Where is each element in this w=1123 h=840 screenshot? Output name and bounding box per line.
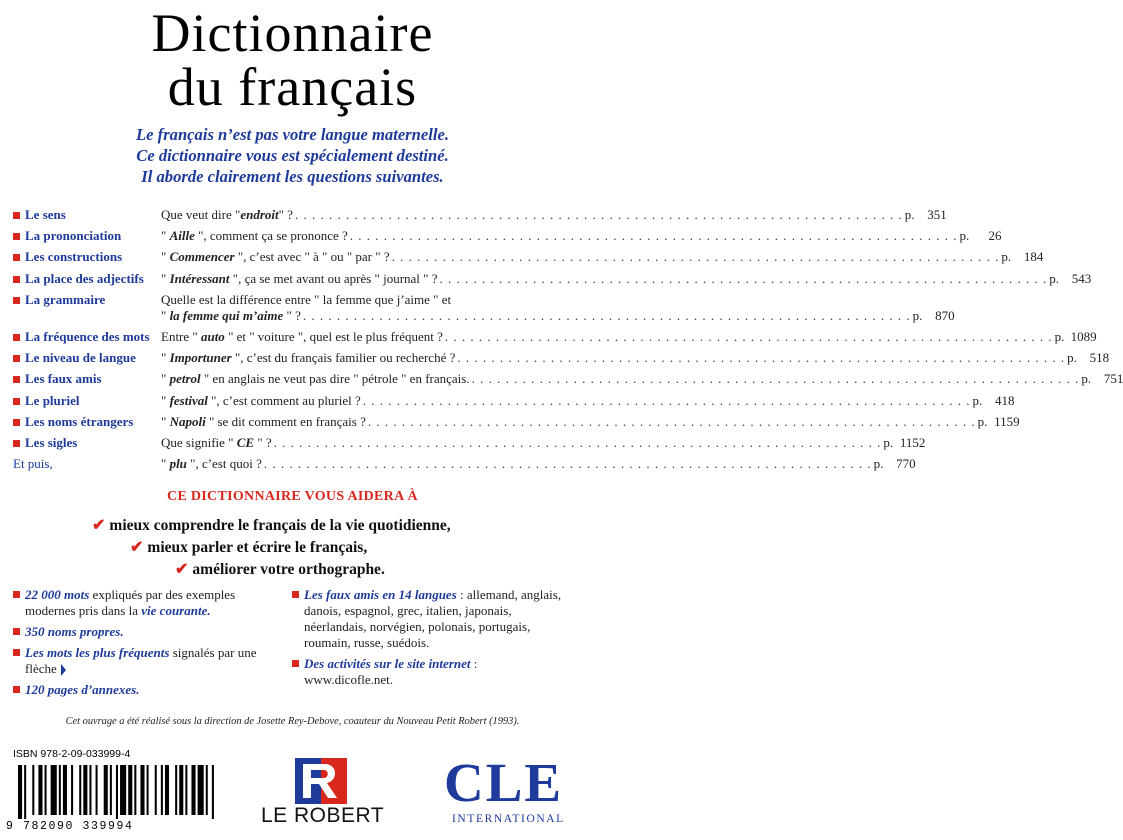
topic-question: " plu ", c’est quoi ? . . . p. 770 [161,456,916,472]
bullet-icon [13,355,20,362]
page-number: p. 870 [912,307,955,323]
topic-row [13,456,916,472]
checkmark-icon: ✔ [130,539,144,556]
intro-text [0,124,585,187]
feature-item: 120 pages d’annexes. [13,682,283,698]
bullet-icon [13,276,20,283]
isbn: ISBN 978-2-09-033999-4 [13,748,131,760]
topic-question: Quelle est la différence entre " la femme que j’aime " et " la femme qui m’aime " ? . . . p. 870 [161,292,955,324]
barcode-number: 9 782090 339994 [6,820,134,833]
publisher-cle: CLE [444,752,564,813]
topic-question: Que veut dire "endroit" ? . . . p. 351 [161,207,947,223]
publisher-cle-sub: INTERNATIONAL [452,813,565,825]
feature-item: 350 noms propres. [13,624,283,640]
bullet-icon [13,440,20,447]
page-number: p. 184 [1001,249,1044,265]
page-number: p. 1152 [883,434,926,450]
topic-label: La grammaire [13,292,161,324]
page-number: p. 1089 [1054,328,1097,344]
checkmark-icon: ✔ [92,517,106,534]
topic-row [13,270,1092,287]
topic-label: Les constructions [13,249,161,265]
page-number: p. 543 [1049,270,1092,286]
topic-row [13,392,1015,409]
topic-label: Les faux amis [13,371,161,387]
topic-label: La prononciation [13,228,161,244]
page-number: p. 26 [959,228,1002,244]
book-title-line2: du français [167,57,418,117]
topic-question: Entre " auto " et " voiture ", quel est le plus fréquent ? . . . p. 1089 [161,329,1097,345]
publisher-le-robert: LE ROBERT [261,804,385,827]
benefit-item: ✔ mieux parler et écrire le français, [130,539,368,556]
benefit-item: ✔ mieux comprendre le français de la vie quotidienne, [92,517,451,534]
page-number: p. 518 [1067,350,1110,366]
bullet-icon [13,212,20,219]
bullet-icon [13,628,20,635]
topic-row [13,371,1123,387]
intro-line: Il aborde clairement les questions suivantes. [141,167,444,186]
bullet-icon [13,334,20,341]
topic-label: Le niveau de langue [13,350,161,366]
topic-question: " Napoli " se dit comment en français ? . . . p. 1159 [161,414,1020,430]
topic-row [13,228,1002,244]
feature-item: Les mots les plus fréquents signalés par une flèche [13,645,283,677]
topic-label: La fréquence des mots [13,329,161,345]
intro-line: Ce dictionnaire vous est spécialement destiné. [136,146,449,165]
topic-row [13,434,926,451]
barcode [18,765,218,819]
topic-label: Les sigles [13,435,161,451]
bullet-icon [13,591,20,598]
bullet-icon [13,376,20,383]
topic-question: " festival ", c’est comment au pluriel ? . . . p. 418 [161,393,1015,409]
features-left [13,587,283,703]
bullet-icon [13,398,20,405]
topic-question: Que signifie " CE " ? . . . p. 1152 [161,435,925,451]
topic-list [13,207,1123,477]
arrow-icon [61,664,66,676]
topic-question: " Aille ", comment ça se prononce ? . . . p. 26 [161,228,1002,244]
page-number: p. 770 [873,456,916,472]
book-title-line1: Dictionnaire [151,3,434,63]
bullet-icon [13,233,20,240]
topic-row [13,350,1110,366]
topic-label: La place des adjectifs [13,271,161,287]
bullet-icon [13,297,20,304]
topic-label: Et puis, [13,456,53,472]
bullet-icon [13,419,20,426]
credit-line: Cet ouvrage a été réalisé sous la direction de Josette Rey-Debove, coauteur du Nouveau Petit Robert (1993). [65,716,520,727]
le-robert-logo [295,758,347,804]
page-number: p. 351 [904,207,947,222]
feature-item: 22 000 mots expliqués par des exemples modernes pris dans la vie courante. [13,587,283,619]
benefits-heading: CE DICTIONNAIRE VOUS AIDERA À [167,489,418,504]
topic-row [13,413,1020,430]
topic-question: " Commencer ", c’est avec " à " ou " par " ? . . . p. 184 [161,249,1043,265]
page-number: p. 751 [1081,371,1123,387]
topic-label: Le sens [13,207,161,223]
bullet-icon [13,649,20,656]
topic-question: " Intéressant ", ça se met avant ou après " journal " ? . . . p. 543 [161,271,1091,287]
benefit-item: ✔ améliorer votre orthographe. [175,561,385,578]
topic-label: Les noms étrangers [13,414,161,430]
topic-row [13,291,955,324]
topic-question: " Importuner ", c’est du français familier ou recherché ? . . . p. 518 [161,350,1109,366]
topic-row [13,207,947,223]
intro-line: Le français n’est pas votre langue maternelle. [136,125,449,144]
bullet-icon [13,686,20,693]
page-number: p. 1159 [977,413,1020,429]
page-number: p. 418 [972,392,1015,408]
feature-item: Les faux amis en 14 langues : allemand, anglais, danois, espagnol, grec, italien, japonais, néerlandais, norvégien, polonais, portugais, roumain, russe, suédois. [292,587,577,651]
bullet-icon [292,660,299,667]
bullet-icon [13,254,20,261]
feature-item: Des activités sur le site internet : www.dicofle.net. [292,656,577,688]
bullet-icon [292,591,299,598]
topic-row [13,249,1044,265]
checkmark-icon: ✔ [175,561,189,578]
topic-question: " petrol " en anglais ne veut pas dire " pétrole " en français. . . . p. 751 [161,371,1123,387]
topic-row [13,328,1097,345]
features-right [292,587,577,693]
topic-label: Le pluriel [13,393,161,409]
